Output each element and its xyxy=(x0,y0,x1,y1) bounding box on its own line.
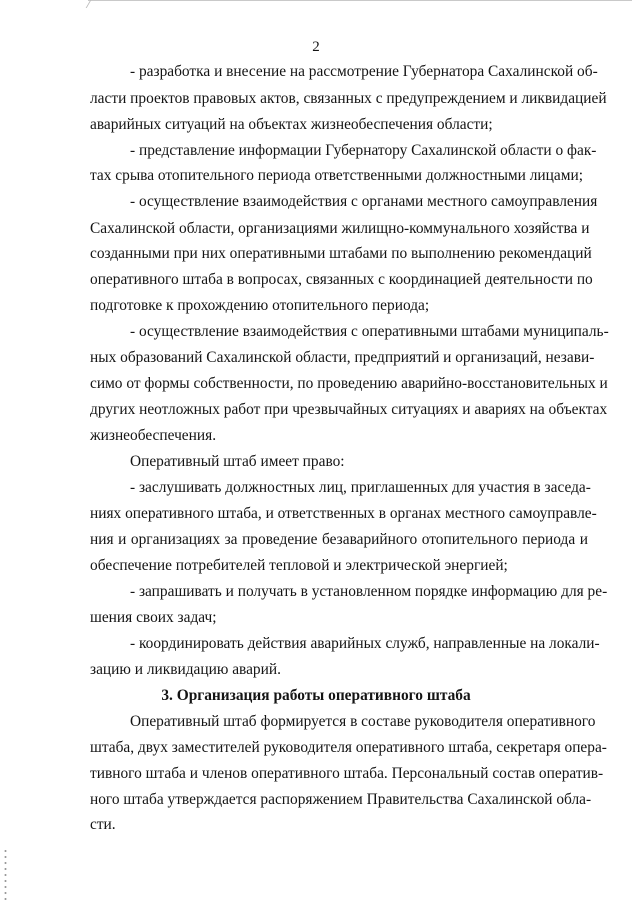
paragraph-4-line-4: других неотложных работ при чрезвычайных ситуациях и авариях на объектах xyxy=(90,401,608,418)
section-paragraph-line-4: ного штаба утверждается распоряжением Правительства Сахалинской обла- xyxy=(90,791,592,808)
paragraph-3-line-3: созданными при них оперативными штабами по выполнению рекомендаций xyxy=(90,245,592,262)
paragraph-4-line-2: ных образований Сахалинской области, предприятий и организаций, незави- xyxy=(90,349,595,366)
paragraph-1-line-2: ласти проектов правовых актов, связанных с предупреждением и ликвидацией xyxy=(90,90,607,107)
section-heading: 3. Организация работы оперативного штаба xyxy=(161,687,471,704)
paragraph-6-line-3: ния и организациях за проведение безаварийного отопительного периода и xyxy=(90,531,588,548)
scan-artifact-dots xyxy=(4,848,7,904)
paragraph-8-line-1: - координировать действия аварийных служб, направленные на локали- xyxy=(130,635,600,652)
paragraph-3-line-2: Сахалинской области, организациями жилищно-коммунального хозяйства и xyxy=(90,220,590,237)
paragraph-7-line-1: - запрашивать и получать в установленном порядке информацию для ре- xyxy=(130,583,608,600)
paragraph-1-line-1: - разработка и внесение на рассмотрение Губернатора Сахалинской об- xyxy=(130,63,598,80)
section-paragraph-line-1: Оперативный штаб формируется в составе руководителя оперативного xyxy=(130,713,596,730)
section-paragraph-line-5: сти. xyxy=(90,816,116,833)
paragraph-3-line-4: оперативного штаба в вопросах, связанных с координацией деятельности по xyxy=(90,271,593,288)
paragraph-8-line-2: зацию и ликвидацию аварий. xyxy=(90,661,281,678)
section-paragraph-line-2: штаба, двух заместителей руководителя оперативного штаба, секретаря опера- xyxy=(90,739,607,756)
section-paragraph-line-3: тивного штаба и членов оперативного штаба. Персональный состав оператив- xyxy=(90,765,604,782)
paragraph-2-line-2: тах срыва отопительного периода ответственными должностными лицами; xyxy=(90,167,583,184)
page-number: 2 xyxy=(312,39,320,55)
paragraph-4-line-3: симо от формы собственности, по проведению аварийно-восстановительных и xyxy=(90,375,608,392)
paragraph-4-line-1: - осуществление взаимодействия с оперативными штабами муниципаль- xyxy=(130,323,609,340)
paragraph-6-line-1: - заслушивать должностных лиц, приглашенных для участия в заседа- xyxy=(130,479,591,496)
paragraph-2-line-1: - представление информации Губернатору Сахалинской области о фак- xyxy=(130,142,597,159)
paragraph-7-line-2: шения своих задач; xyxy=(90,609,217,626)
paragraph-3-line-5: подготовке к прохождению отопительного периода; xyxy=(90,297,430,314)
paragraph-3-line-1: - осуществление взаимодействия с органами местного самоуправления xyxy=(130,193,598,210)
paragraph-5-line-1: Оперативный штаб имеет право: xyxy=(130,453,345,470)
paragraph-1-line-3: аварийных ситуаций на объектах жизнеобеспечения области; xyxy=(90,116,493,133)
scan-edge xyxy=(88,0,632,1)
scan-artifact xyxy=(86,0,102,8)
paragraph-6-line-2: ниях оперативного штаба, и ответственных в органах местного самоуправле- xyxy=(90,505,597,522)
paragraph-6-line-4: обеспечение потребителей тепловой и электрической энергией; xyxy=(90,557,508,574)
paragraph-4-line-5: жизнеобеспечения. xyxy=(90,427,217,444)
